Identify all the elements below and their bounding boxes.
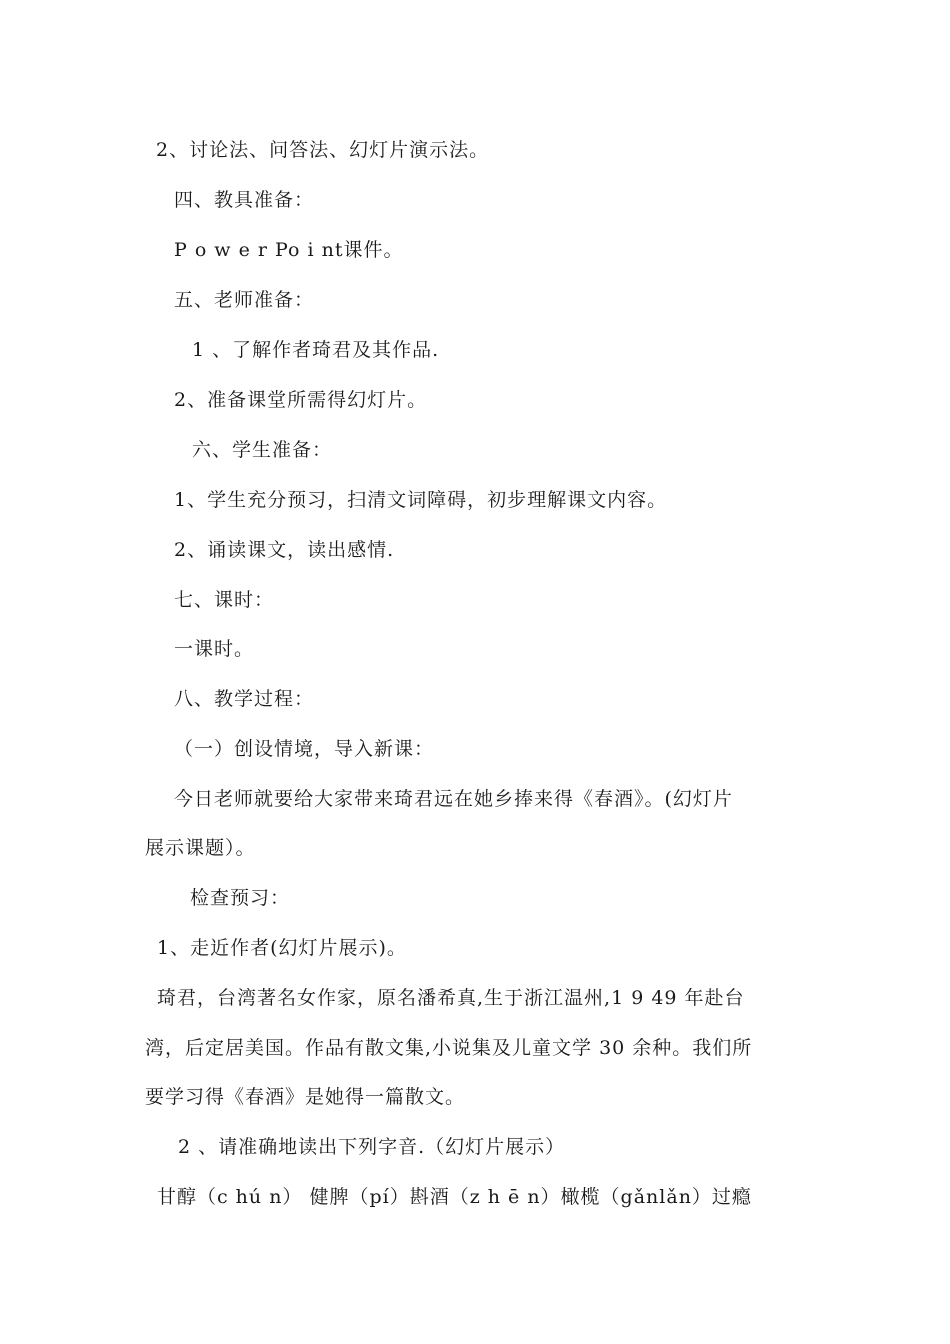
section-heading-class-hours: 七、课时： [174, 589, 275, 611]
teacher-prep-item-2: 2、准备课堂所需得幻灯片。 [174, 389, 428, 411]
section-heading-process: 八、教学过程： [174, 688, 315, 710]
intro-paragraph-line-2: 展示课题）。 [145, 837, 256, 859]
pronunciation-words: 甘醇（c hú n） 健脾（pí）斟酒（z h ē n）橄榄（gǎnlǎn）过瘾 [157, 1186, 752, 1208]
section-heading-teaching-aids: 四、教具准备： [174, 189, 315, 211]
student-prep-item-1: 1、学生充分预习，扫清文词障碍，初步理解课文内容。 [174, 489, 668, 511]
process-step-heading: （一）创设情境，导入新课： [174, 738, 435, 760]
student-prep-item-2: 2、诵读课文，读出感情. [174, 539, 395, 561]
author-heading: 1、走近作者(幻灯片展示)。 [157, 937, 407, 959]
author-paragraph-line-1: 琦君，台湾著名女作家，原名潘希真,生于浙江温州,1 9 49 年赴台 [157, 987, 745, 1009]
teaching-aids-line: P o w e r Po i nt课件。 [174, 239, 404, 261]
method-line: 2、讨论法、问答法、幻灯片演示法。 [156, 139, 490, 161]
pronunciation-heading: 2 、请准确地读出下列字音.（幻灯片展示） [178, 1136, 566, 1158]
teacher-prep-item-1: 1 、了解作者琦君及其作品. [192, 339, 440, 361]
class-hours-line: 一课时。 [174, 638, 255, 660]
preview-check-heading: 检查预习： [190, 887, 291, 909]
author-paragraph-line-3: 要学习得《春酒》是她得一篇散文。 [145, 1086, 466, 1108]
intro-paragraph-line-1: 今日老师就要给大家带来琦君远在她乡捧来得《春酒》。(幻灯片 [174, 788, 733, 810]
author-paragraph-line-2: 湾，后定居美国。作品有散文集,小说集及儿童文学 30 余种。我们所 [145, 1037, 753, 1059]
section-heading-teacher-prep: 五、老师准备： [174, 289, 315, 311]
section-heading-student-prep: 六、学生准备： [192, 439, 333, 461]
